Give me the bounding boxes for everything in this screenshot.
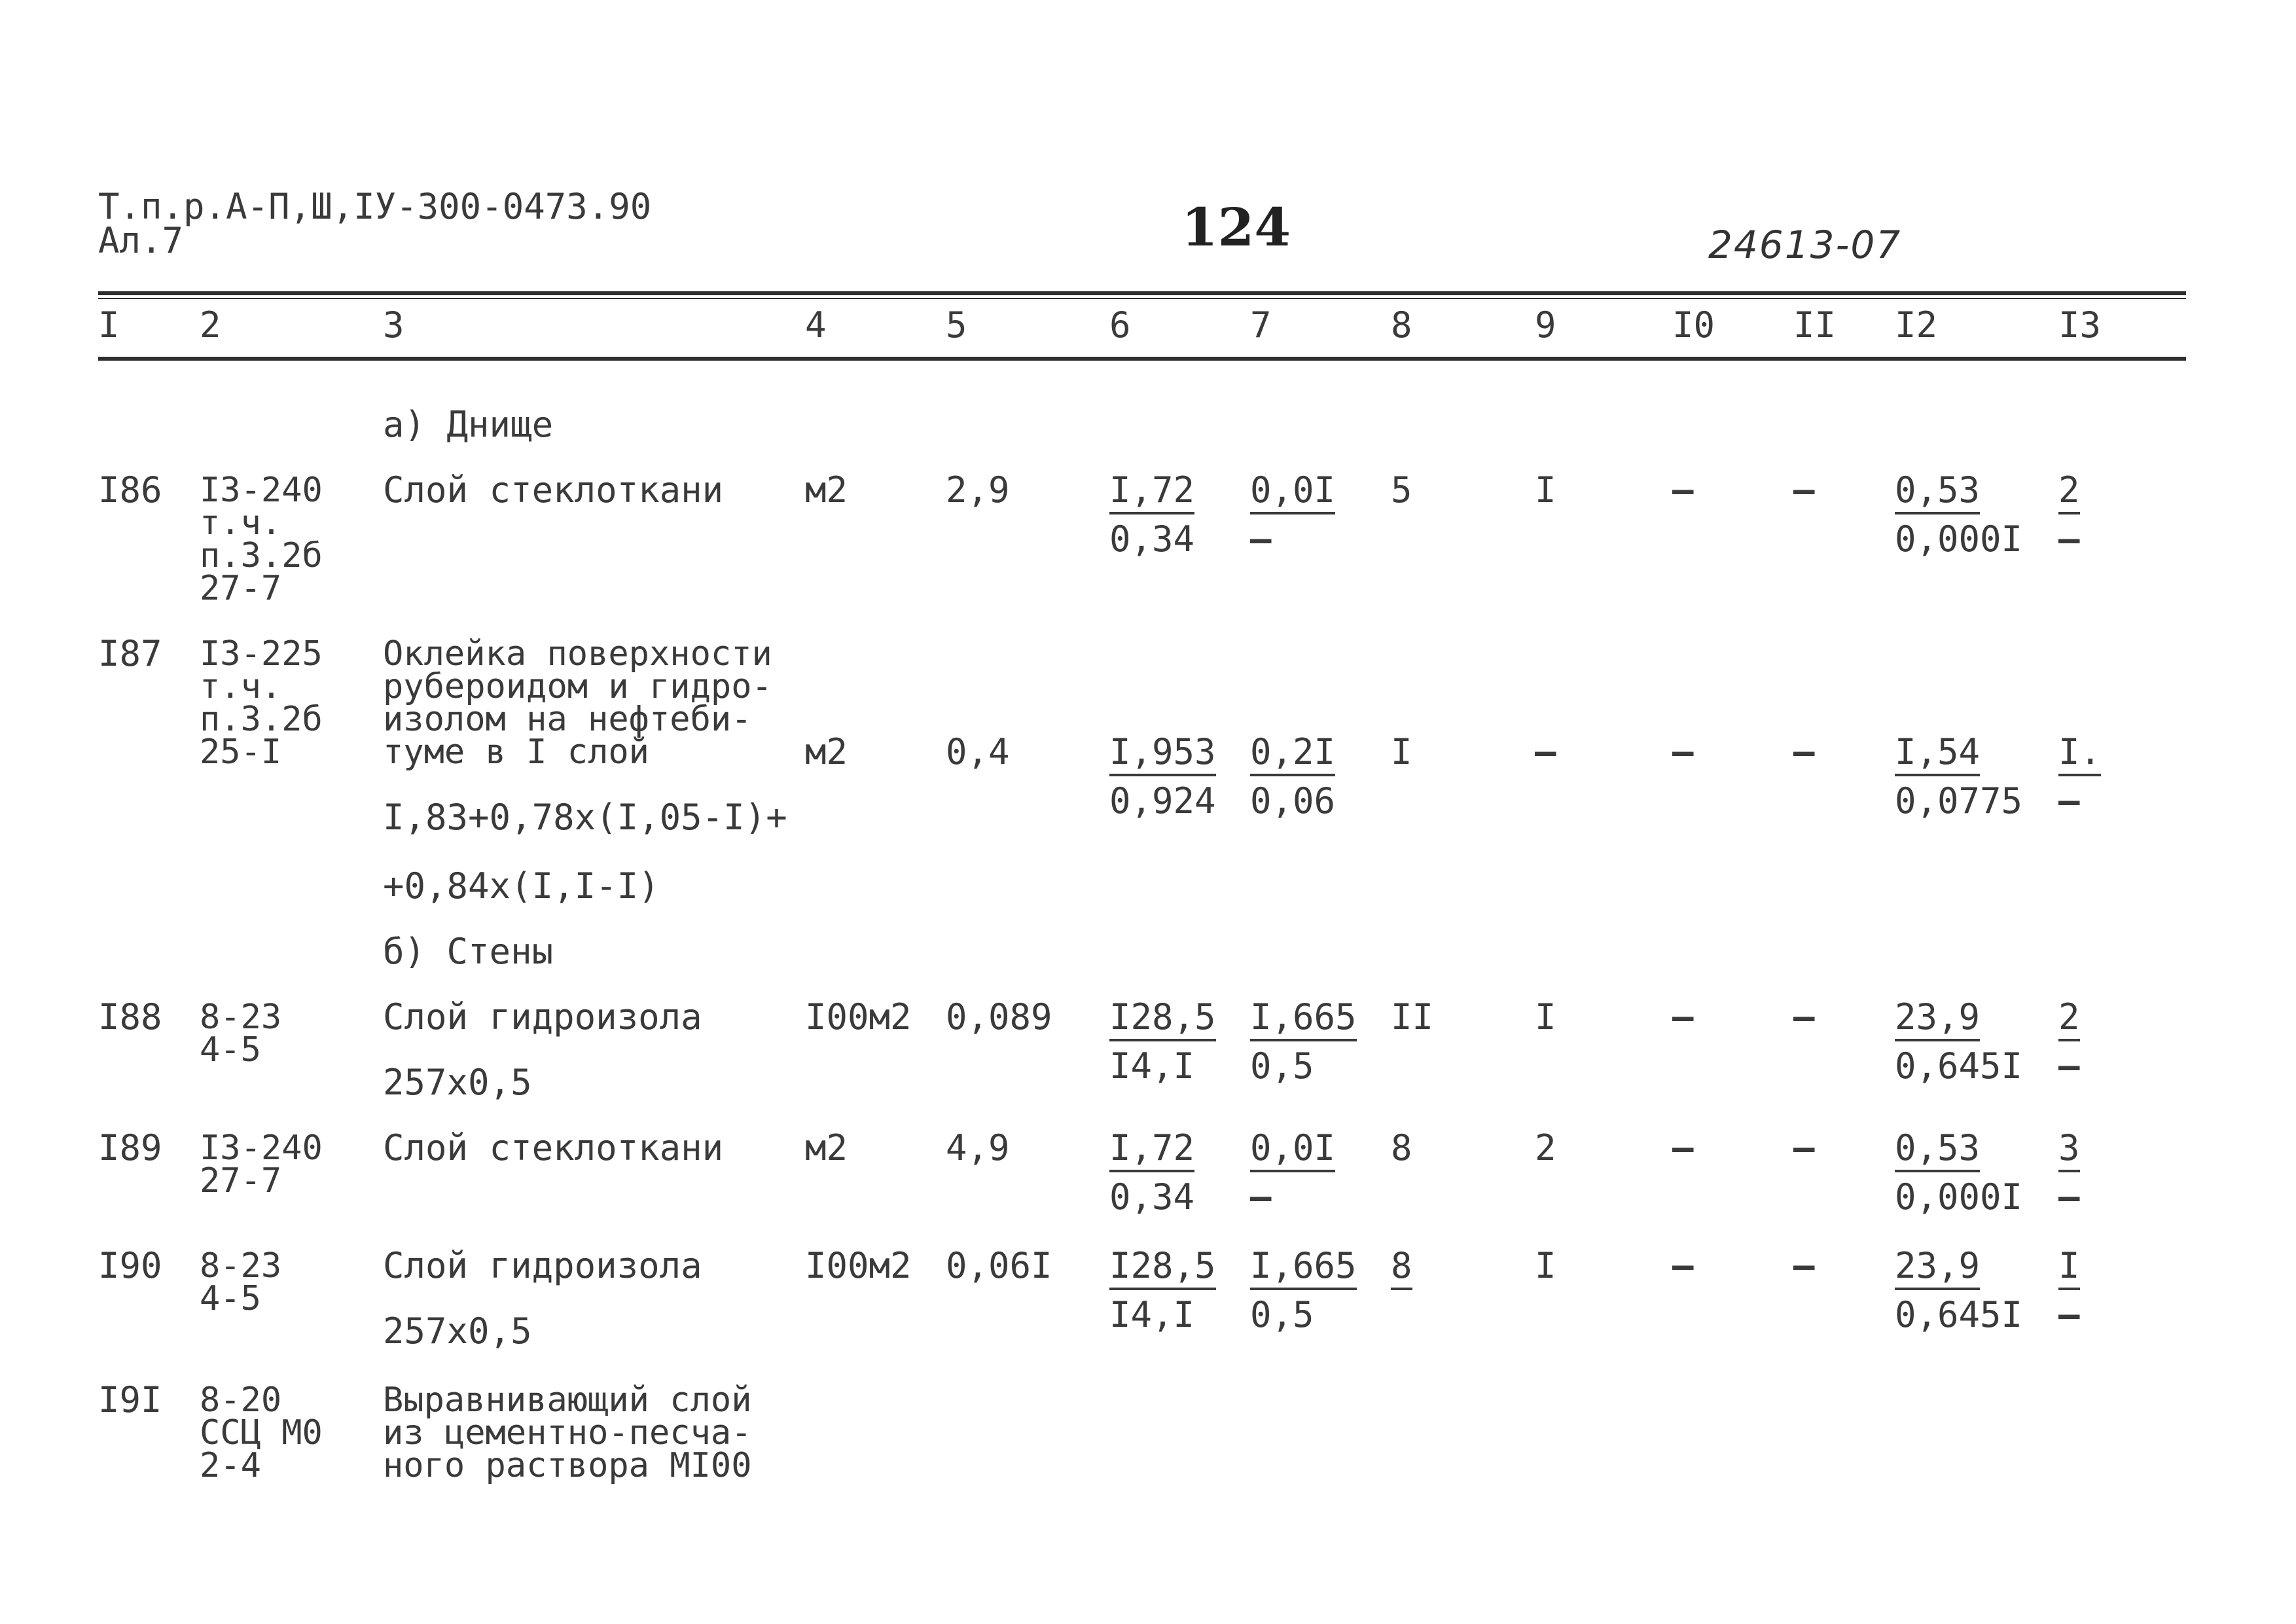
col7-bottom: 0,5 [1250, 1045, 1314, 1087]
col7-top-value: 0,0I [1250, 1127, 1335, 1172]
column-header-8: 8 [1391, 304, 1412, 346]
col12-top-value: 0,53 [1895, 469, 1980, 514]
col8-value: 8 [1391, 1245, 1412, 1290]
row-number: I86 [98, 469, 162, 511]
row-description: Слой стеклоткани [383, 469, 724, 511]
row-formula-line1: I,83+0,78х(I,05-I)+ [383, 797, 787, 838]
header-rule-top [98, 291, 2186, 295]
col11: – [1793, 1127, 1815, 1168]
column-header-3: 3 [383, 304, 404, 346]
row-formula-line2: +0,84х(I,I-I) [383, 865, 660, 907]
row-number: I89 [98, 1127, 162, 1168]
col7-top [1250, 1127, 1336, 1168]
col7-top [1250, 996, 1357, 1038]
col6-top-value: I,72 [1109, 469, 1194, 514]
row-unit: м2 [805, 731, 848, 772]
row-formula-line1: 257х0,5 [383, 1062, 532, 1103]
row-description: Выравнивающий слой из цементно-песча- ного раствора МI00 [383, 1380, 752, 1485]
header-rule-bottom [98, 357, 2186, 361]
col13-top-value: 2 [2058, 469, 2080, 514]
col6-top [1109, 996, 1216, 1038]
column-header-6: 6 [1109, 304, 1131, 346]
col13-top [2058, 1127, 2080, 1168]
col13-top-value: 3 [2058, 1127, 2080, 1172]
col12-top [1895, 996, 1981, 1038]
col13-bottom: – [2058, 780, 2080, 821]
col6-bottom: 0,34 [1109, 1176, 1195, 1218]
col12-bottom: 0,645I [1895, 1045, 2023, 1087]
col8: I [1391, 731, 1412, 772]
row-quantity: 2,9 [946, 469, 1010, 511]
col11: – [1793, 996, 1815, 1038]
col11: – [1793, 731, 1815, 772]
col7-top [1250, 469, 1336, 511]
col13-top-value: 2 [2058, 996, 2080, 1041]
col6-top-value: I,953 [1109, 731, 1216, 776]
col13-bottom: – [2058, 1176, 2080, 1218]
column-header-2: 2 [200, 304, 221, 346]
col12-top [1895, 1127, 1981, 1168]
col13-top [2058, 731, 2102, 772]
col12-top-value: I,54 [1895, 731, 1980, 776]
col7-top-value: I,665 [1250, 1245, 1357, 1290]
col8 [1391, 1245, 1412, 1286]
section-heading-walls: б) Стены [383, 931, 554, 972]
col13-top-value: I [2058, 1245, 2080, 1290]
col6-top [1109, 1127, 1195, 1168]
col7-top-value: 0,0I [1250, 469, 1335, 514]
col6-top [1109, 469, 1195, 511]
col7-bottom: – [1250, 518, 1272, 560]
document-code [98, 186, 652, 261]
row-description: Оклейка поверхности рубероидом и гидро- изолом на нефтеби- туме в I слой [383, 634, 772, 772]
col13-bottom: – [2058, 1045, 2080, 1087]
column-header-1: I [98, 304, 120, 346]
row-description: Слой стеклоткани [383, 1127, 724, 1168]
col11: – [1793, 469, 1815, 511]
col8: 5 [1391, 469, 1412, 511]
col12-top [1895, 469, 1981, 511]
col6-bottom: 0,924 [1109, 780, 1216, 821]
row-unit: I00м2 [805, 1245, 912, 1286]
col12-top-value: 23,9 [1895, 1245, 1980, 1290]
col6-bottom: I4,I [1109, 1294, 1195, 1335]
col12-bottom: 0,645I [1895, 1294, 2023, 1335]
row-code: 8-20 ССЦ М0 2-4 [200, 1380, 323, 1485]
row-unit: м2 [805, 469, 848, 511]
col10: – [1672, 996, 1694, 1038]
row-quantity: 0,06I [946, 1245, 1052, 1286]
col13-top-value: I. [2058, 731, 2101, 776]
column-header-12: I2 [1895, 304, 1938, 346]
row-code: I3-240 27-7 [200, 1128, 323, 1200]
col11: – [1793, 1245, 1815, 1286]
document-code-line1: Т.п.р.А-П,Ш,IУ-300-0473.90 [98, 186, 652, 227]
col7-top-value: I,665 [1250, 996, 1357, 1041]
column-header-7: 7 [1250, 304, 1272, 346]
col12-bottom: 0,0775 [1895, 780, 2023, 821]
col9: I [1535, 469, 1556, 511]
col7-top-value: 0,2I [1250, 731, 1335, 776]
col13-top [2058, 469, 2080, 511]
header-rule-top-thin [98, 298, 2186, 299]
col12-top-value: 0,53 [1895, 1127, 1980, 1172]
section-heading-bottom: а) Днище [383, 404, 554, 445]
row-description: Слой гидроизола [383, 1245, 702, 1286]
col7-bottom: 0,06 [1250, 780, 1336, 821]
col7-top [1250, 1245, 1357, 1286]
row-number: I87 [98, 633, 162, 674]
document-code-line2: Ал.7 [98, 220, 184, 261]
page-number: 124 [1181, 196, 1291, 258]
row-number: I90 [98, 1245, 162, 1286]
col7-top [1250, 731, 1336, 772]
col6-top-value: I28,5 [1109, 1245, 1216, 1290]
col10: – [1672, 731, 1694, 772]
col13-bottom: – [2058, 1294, 2080, 1335]
row-description: Слой гидроизола [383, 996, 702, 1038]
col6-top-value: I28,5 [1109, 996, 1216, 1041]
row-unit: I00м2 [805, 996, 912, 1038]
row-code: 8-23 4-5 [200, 998, 282, 1070]
column-header-4: 4 [805, 304, 827, 346]
column-header-10: I0 [1672, 304, 1715, 346]
row-unit: м2 [805, 1127, 848, 1168]
col9: I [1535, 1245, 1556, 1286]
row-formula-line1: 257х0,5 [383, 1310, 532, 1352]
col6-bottom: 0,34 [1109, 518, 1195, 560]
col7-bottom: 0,5 [1250, 1294, 1314, 1335]
col10: – [1672, 469, 1694, 511]
col9: – [1535, 731, 1556, 772]
col13-top [2058, 1245, 2080, 1286]
col13-bottom: – [2058, 518, 2080, 560]
column-header-13: I3 [2058, 304, 2102, 346]
row-code: 8-23 4-5 [200, 1246, 282, 1318]
row-quantity: 0,089 [946, 996, 1052, 1038]
col12-top [1895, 1245, 1981, 1286]
col6-top [1109, 1245, 1216, 1286]
col12-top [1895, 731, 1981, 772]
row-code: I3-240 т.ч. п.3.2б 27-7 [200, 471, 323, 608]
col6-top-value: I,72 [1109, 1127, 1194, 1172]
row-quantity: 0,4 [946, 731, 1010, 772]
col13-top [2058, 996, 2080, 1038]
column-header-9: 9 [1535, 304, 1556, 346]
handwritten-reference: 24613-07 [1708, 223, 1902, 267]
col10: – [1672, 1245, 1694, 1286]
row-code: I3-225 т.ч. п.3.2б 25-I [200, 634, 323, 772]
col9: 2 [1535, 1127, 1556, 1168]
column-header-5: 5 [946, 304, 967, 346]
col8: II [1391, 996, 1434, 1038]
col8: 8 [1391, 1127, 1412, 1168]
col12-bottom: 0,000I [1895, 1176, 2023, 1218]
row-number: I9I [98, 1379, 162, 1420]
col6-bottom: I4,I [1109, 1045, 1195, 1087]
col6-top [1109, 731, 1216, 772]
row-quantity: 4,9 [946, 1127, 1010, 1168]
column-header-11: II [1793, 304, 1837, 346]
col12-bottom: 0,000I [1895, 518, 2023, 560]
col12-top-value: 23,9 [1895, 996, 1980, 1041]
col7-bottom: – [1250, 1176, 1272, 1218]
row-number: I88 [98, 996, 162, 1038]
col10: – [1672, 1127, 1694, 1168]
col9: I [1535, 996, 1556, 1038]
